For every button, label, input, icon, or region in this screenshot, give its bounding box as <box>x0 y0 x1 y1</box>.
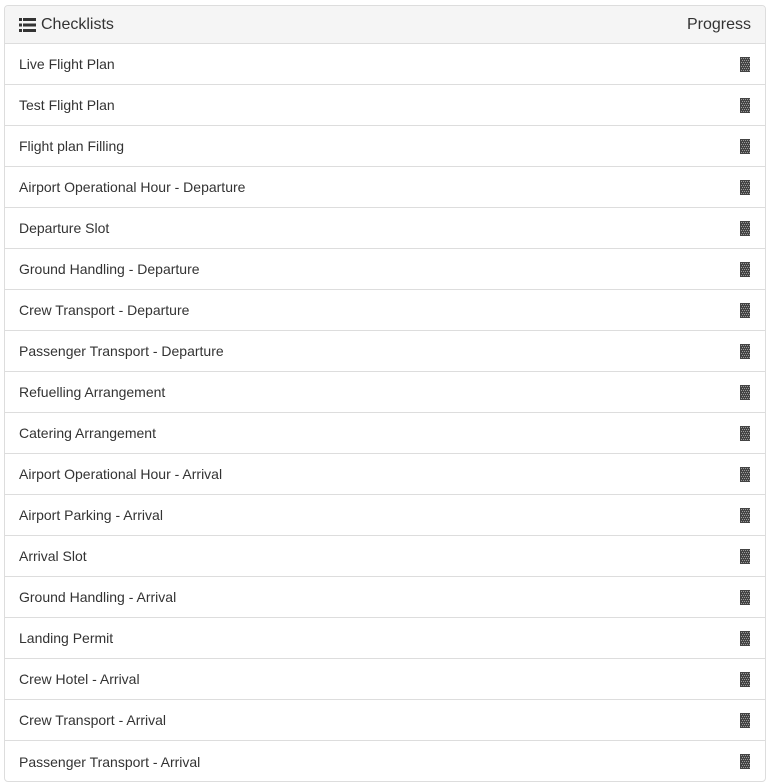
checklist-item-label[interactable]: Catering Arrangement <box>19 425 156 441</box>
checklist-row[interactable] <box>5 577 765 618</box>
checklist-item-label[interactable]: Flight plan Filling <box>19 138 125 154</box>
progress-icon <box>740 672 750 687</box>
checklist-row[interactable] <box>5 536 765 577</box>
checklist-item-label[interactable]: Landing Permit <box>19 630 114 646</box>
progress-icon <box>740 590 750 605</box>
checklist-item-label[interactable]: Crew Transport - Arrival <box>19 712 167 728</box>
checklist-item-label[interactable]: Ground Handling - Arrival <box>19 589 177 605</box>
checklist-item-label[interactable]: Test Flight Plan <box>19 97 115 113</box>
checklist-item-label[interactable]: Airport Parking - Arrival <box>19 507 163 523</box>
checklist-item-label[interactable]: Passenger Transport - Arrival <box>19 753 201 770</box>
checklist-item-label[interactable]: Crew Hotel - Arrival <box>19 671 140 687</box>
checklist-row[interactable] <box>5 44 765 85</box>
checklist-row[interactable] <box>5 659 765 700</box>
progress-icon <box>740 549 750 564</box>
checklist-row[interactable] <box>5 618 765 659</box>
checklist-item-label[interactable]: Departure Slot <box>19 220 110 236</box>
checklist-row[interactable] <box>5 495 765 536</box>
checklist-item-label[interactable]: Passenger Transport - Departure <box>19 343 224 359</box>
checklist-row[interactable] <box>5 413 765 454</box>
progress-icon <box>740 713 750 728</box>
checklist-row[interactable] <box>5 331 765 372</box>
checklist-row[interactable] <box>5 290 765 331</box>
checklist-item-label[interactable]: Crew Transport - Departure <box>19 302 190 318</box>
checklist-row[interactable] <box>5 700 765 741</box>
checklist-item-label[interactable]: Airport Operational Hour - Arrival <box>19 466 223 482</box>
checklist-row[interactable] <box>5 126 765 167</box>
checklist-item-label[interactable]: Airport Operational Hour - Departure <box>19 179 246 195</box>
progress-icon <box>740 180 750 195</box>
progress-icon <box>740 221 750 236</box>
checklist-row[interactable] <box>5 249 765 290</box>
progress-icon <box>740 385 750 400</box>
progress-icon <box>740 631 750 646</box>
progress-icon <box>740 754 750 769</box>
progress-icon <box>740 467 750 482</box>
progress-icon <box>740 303 750 318</box>
checklists-panel <box>4 5 766 782</box>
header-title-group <box>19 16 114 34</box>
checklist-item-label[interactable]: Arrival Slot <box>19 548 87 564</box>
checklist-row[interactable] <box>5 85 765 126</box>
progress-icon <box>740 57 750 72</box>
progress-column-header: Progress <box>686 15 751 33</box>
checklist-row[interactable] <box>5 741 765 782</box>
progress-icon <box>740 344 750 359</box>
progress-icon <box>740 508 750 523</box>
checklist-item-label[interactable]: Ground Handling - Departure <box>19 261 200 277</box>
checklist-row[interactable] <box>5 167 765 208</box>
list-icon <box>19 18 36 32</box>
page-title: Checklists <box>41 15 114 33</box>
checklist-row[interactable] <box>5 372 765 413</box>
checklist-item-label[interactable]: Refuelling Arrangement <box>19 384 166 400</box>
progress-icon <box>740 139 750 154</box>
progress-icon <box>740 262 750 277</box>
checklist-row[interactable] <box>5 208 765 249</box>
checklist-row[interactable] <box>5 454 765 495</box>
checklist-list <box>5 44 765 782</box>
progress-icon <box>740 98 750 113</box>
panel-header <box>5 6 765 44</box>
progress-icon <box>740 426 750 441</box>
checklist-item-label[interactable]: Live Flight Plan <box>19 56 115 72</box>
